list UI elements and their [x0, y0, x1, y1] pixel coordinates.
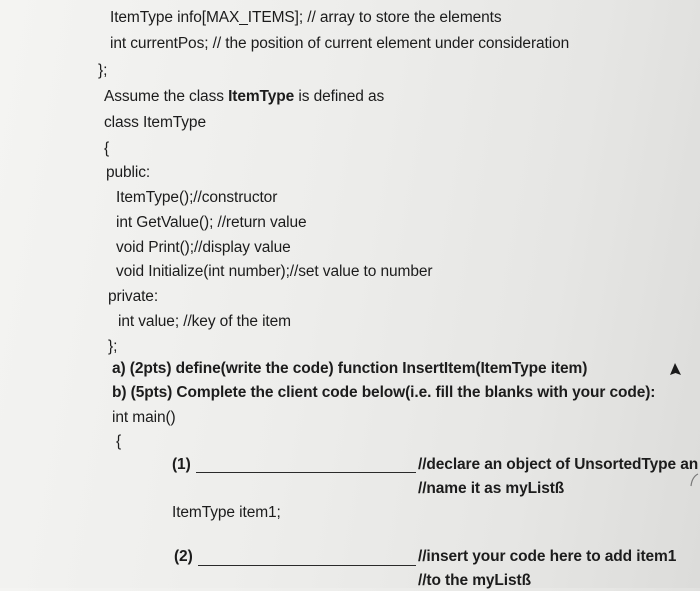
- code-line-constructor: ItemType();//constructor: [116, 189, 278, 206]
- blank-1-line: [196, 472, 416, 473]
- question-a: a) (2pts) define(write the code) function InsertItem(ItemType item): [112, 360, 588, 377]
- blank-2-number: (2): [174, 548, 193, 565]
- blank-1-comment-cont: //name it as myListß: [418, 480, 565, 497]
- code-line-class-close: };: [108, 338, 118, 355]
- code-line-public: public:: [106, 164, 151, 181]
- pen-mark-icon: [688, 472, 700, 488]
- code-line-info-array: ItemType info[MAX_ITEMS]; // array to store the elements: [110, 9, 502, 26]
- blank-2-comment: //insert your code here to add item1: [418, 548, 677, 565]
- assume-statement: [104, 87, 384, 107]
- blank-1-comment: //declare an object of UnsortedType an: [418, 456, 699, 473]
- code-line-struct-close: };: [98, 62, 108, 79]
- blank-2-line: [198, 565, 416, 566]
- question-b: b) (5pts) Complete the client code below(i.e. fill the blanks with your code):: [112, 384, 656, 401]
- cursor-arrow-icon: [668, 362, 682, 380]
- assume-class-name: ItemType: [228, 88, 295, 105]
- assume-text-pre: Assume the class: [104, 88, 229, 105]
- assume-text-post: is defined as: [294, 88, 385, 105]
- code-line-main: int main(): [112, 409, 176, 426]
- code-line-value: int value; //key of the item: [118, 313, 291, 330]
- code-line-item1: ItemType item1;: [172, 504, 281, 521]
- blank-2-comment-cont: //to the myListß: [418, 572, 531, 589]
- code-line-open-brace: {: [104, 140, 110, 157]
- code-line-get-value: int GetValue(); //return value: [116, 214, 307, 231]
- code-line-private: private:: [108, 288, 159, 305]
- blank-1-number: (1): [172, 456, 191, 473]
- code-line-main-brace: {: [116, 433, 122, 450]
- code-line-current-pos: int currentPos; // the position of current element under consideration: [110, 35, 570, 52]
- code-line-class-decl: class ItemType: [104, 114, 206, 131]
- code-line-print: void Print();//display value: [116, 239, 291, 256]
- code-line-initialize: void Initialize(int number);//set value to number: [116, 263, 433, 280]
